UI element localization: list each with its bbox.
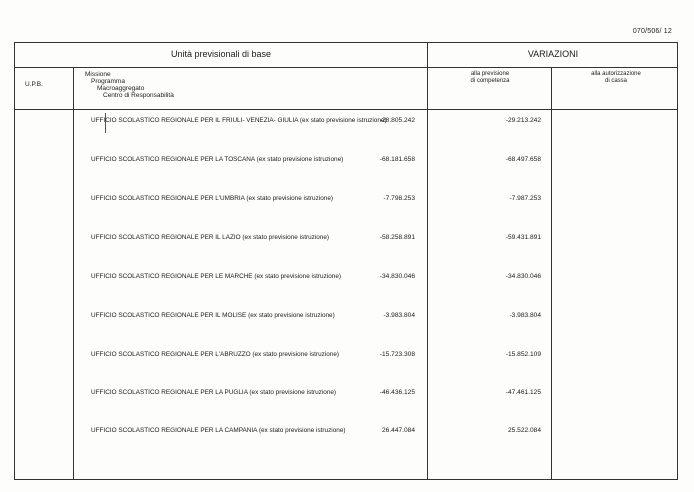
page-number: 070/506/ 12 [632, 28, 672, 35]
row-cassa: -29.213.242 [505, 117, 541, 124]
row-competenza: -46.436.125 [379, 389, 415, 396]
cassa-label-line2: di cassa [604, 78, 627, 84]
hierarchy-header [85, 71, 174, 99]
row-description: UFFICIO SCOLASTICO REGIONALE PER L'ABRUZZO (ex stato previsione istruzione) [91, 351, 340, 358]
cassa-label-line1: alla autorizzazione [591, 71, 641, 77]
row-competenza: -3.983.804 [383, 312, 415, 319]
row-competenza: -15.723.308 [379, 351, 415, 358]
row-competenza: 26.447.084 [381, 427, 415, 434]
row-cassa: 25.522.084 [507, 427, 541, 434]
row-description: UFFICIO SCOLASTICO REGIONALE PER L'UMBRIA (ex stato previsione istruzione) [91, 195, 334, 202]
row-cassa: -15.852.109 [505, 351, 541, 358]
row-description: UFFICIO SCOLASTICO REGIONALE PER IL MOLISE (ex stato previsione istruzione) [91, 312, 335, 319]
row-cassa: -59.431.891 [505, 234, 541, 241]
table-row [15, 312, 677, 342]
competenza-column-header [445, 71, 535, 85]
hierarchy-macroaggregato: Macroaggregato [97, 85, 145, 92]
row-description: UFFICIO SCOLASTICO REGIONALE PER LA CAMPANIA (ex stato previsione istruzione) [91, 427, 346, 434]
row-description: UFFICIO SCOLASTICO REGIONALE PER LA TOSCANA (ex stato previsione istruzione) [91, 156, 344, 163]
row-cassa: -34.830.046 [505, 273, 541, 280]
row-description: UFFICIO SCOLASTICO REGIONALE PER IL FRIULI- VENEZIA- GIULIA (ex stato previsione istruzione) [91, 117, 387, 124]
row-cassa: -3.983.804 [509, 312, 541, 319]
row-cassa: -7.987.253 [509, 195, 541, 202]
row-competenza: -68.181.658 [379, 156, 415, 163]
table-row [15, 117, 677, 147]
upb-column-header: U.P.B. [25, 81, 43, 88]
row-competenza: -28.805.242 [379, 117, 415, 124]
row-competenza: -58.258.891 [379, 234, 415, 241]
row-description: UFFICIO SCOLASTICO REGIONALE PER LA PUGLIA (ex stato previsione istruzione) [91, 389, 337, 396]
row-competenza: -34.830.046 [379, 273, 415, 280]
hierarchy-programma: Programma [91, 78, 125, 85]
table-row [15, 234, 677, 264]
hierarchy-missione: Missione [85, 71, 111, 78]
table-row [15, 427, 677, 457]
row-description: UFFICIO SCOLASTICO REGIONALE PER LE MARCHE (ex stato previsione istruzione) [91, 273, 342, 280]
competenza-label-line2: di competenza [470, 78, 510, 84]
table-row [15, 351, 677, 381]
row-cassa: -68.497.658 [505, 156, 541, 163]
row-competenza: -7.798.253 [383, 195, 415, 202]
cassa-column-header [571, 71, 661, 85]
table-row [15, 273, 677, 303]
unita-previsionali-title: Unità previsionali di base [170, 49, 272, 59]
table-row [15, 195, 677, 225]
budget-table [14, 42, 678, 480]
table-row [15, 389, 677, 419]
variazioni-title: VARIAZIONI [527, 49, 579, 59]
competenza-label-line1: alla previsione [470, 71, 510, 77]
hierarchy-centro: Centro di Responsabilità [103, 92, 174, 99]
table-row [15, 156, 677, 186]
row-cassa: -47.461.125 [505, 389, 541, 396]
row-description: UFFICIO SCOLASTICO REGIONALE PER IL LAZIO (ex stato previsione istruzione) [91, 234, 330, 241]
